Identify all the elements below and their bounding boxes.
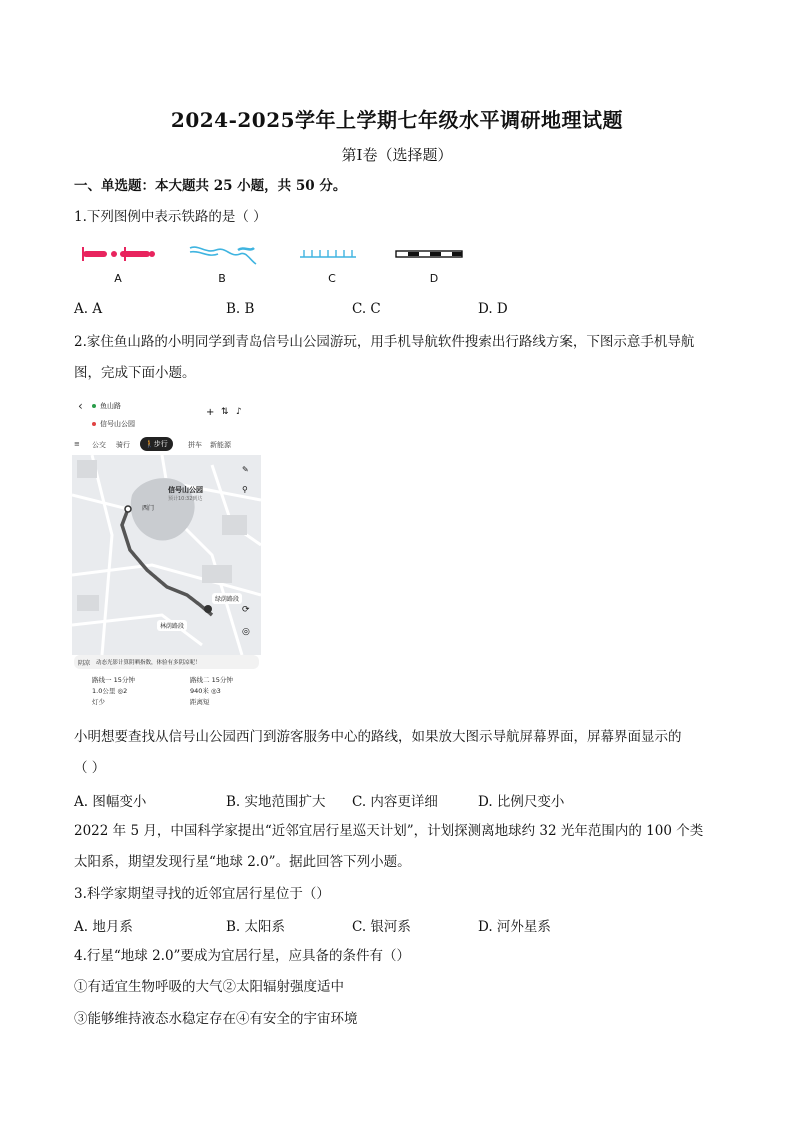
q2-option-b[interactable]: B. 实地范围扩大 (226, 794, 326, 810)
end-marker (204, 605, 212, 613)
q2-stem-line2: 图，完成下面小题。 (74, 365, 196, 381)
q3-option-d[interactable]: D. 河外星系 (478, 919, 551, 935)
q1-option-a[interactable]: A. A (74, 301, 103, 317)
route2-name: 路线二 15分钟 (190, 676, 233, 684)
tab-carpool[interactable]: 拼车 (188, 441, 202, 449)
to-input[interactable]: 信号山公园 (100, 420, 135, 428)
legend-c-symbol (300, 250, 356, 257)
map-label-shade2: 林荫路段 (157, 620, 187, 631)
q1-option-d[interactable]: D. D (478, 301, 508, 317)
q4-item-line2: ③能够维持液态水稳定存在④有安全的宇宙环境 (74, 1011, 358, 1027)
map-view[interactable] (72, 455, 261, 655)
q3-option-c[interactable]: C. 银河系 (352, 919, 411, 935)
route1-note: 灯少 (92, 698, 105, 706)
q1-option-b[interactable]: B. B (226, 301, 255, 317)
navigation-screenshot (72, 395, 261, 713)
route-option-1[interactable] (92, 675, 135, 706)
q1-option-c[interactable]: C. C (352, 301, 381, 317)
shade-tip-tag: 阴凉 (78, 660, 91, 667)
start-marker (125, 506, 131, 512)
route2-detail: 940米 ◎3 (190, 687, 221, 695)
q2-question-line1: 小明想要查找从信号山公园西门到游客服务中心的路线，如果放大图示导航屏幕界面，屏幕界面显示的 (74, 729, 682, 745)
q1-stem: 1.下列图例中表示铁路的是（ ） (74, 209, 267, 225)
route1-detail: 1.0公里 ◎2 (92, 687, 128, 695)
map-label-park: 信号山公园 (168, 486, 203, 494)
map-label-park-eta: 预计10:32到达 (168, 496, 203, 502)
legend-b-symbol (190, 247, 256, 264)
destination-dot-icon (92, 422, 96, 426)
walker-icon[interactable]: ⚲ (242, 485, 248, 494)
shade-tip-bar (74, 655, 259, 669)
context-line1: 2022 年 5 月，中国科学家提出“近邻宜居行星巡天计划”，计划探测离地球约 32 光年范围内的 100 个类 (74, 823, 704, 839)
back-icon[interactable]: ‹ (78, 399, 83, 413)
locate-icon[interactable]: ◎ (242, 627, 250, 637)
page-title: 2024-2025学年上学期七年级水平调研地理试题 (170, 108, 624, 132)
tab-walk[interactable]: 🚶步行 (140, 437, 173, 451)
legend-label-a: A (114, 272, 122, 285)
swap-icon[interactable]: ⇅ (221, 407, 229, 417)
tab-walk-label: 步行 (153, 440, 168, 448)
q2-option-c[interactable]: C. 内容更详细 (352, 794, 438, 810)
q3-stem: 3.科学家期望寻找的近邻宜居行星位于（） (74, 886, 330, 902)
microphone-icon[interactable]: ♪ (236, 407, 242, 417)
transport-tabs (72, 435, 261, 455)
from-input[interactable]: 鱼山路 (100, 402, 121, 410)
q3-option-a[interactable]: A. 地月系 (74, 919, 133, 935)
origin-dot-icon (92, 404, 96, 408)
shade-tip-text: 动态光影计算阴晒指数，体验有多阴凉呢！ (96, 660, 201, 666)
refresh-icon[interactable]: ⟳ (242, 605, 250, 615)
tab-bike[interactable]: 骑行 (116, 441, 130, 449)
route-option-2[interactable] (190, 675, 233, 706)
q2-option-a[interactable]: A. 图幅变小 (74, 794, 147, 810)
q2-question-line2: （ ） (74, 760, 106, 776)
q1-legend-figure (78, 240, 478, 270)
route2-note: 距离短 (190, 698, 210, 706)
q4-item-line1: ①有适宜生物呼吸的大气②太阳辐射强度适中 (74, 979, 344, 995)
tab-new-energy[interactable]: 新能源 (210, 441, 231, 449)
legend-a-symbol (83, 247, 155, 261)
q2-option-d[interactable]: D. 比例尺变小 (478, 794, 565, 810)
add-stop-icon[interactable]: + (206, 407, 215, 418)
context-line2: 太阳系，期望发现行星“地球 2.0”。据此回答下列小题。 (74, 854, 411, 870)
section-heading: 一、单选题：本大题共 25 小题，共 50 分。 (74, 178, 347, 194)
legend-d-symbol (396, 251, 462, 257)
legend-label-d: D (429, 272, 439, 285)
legend-label-b: B (218, 272, 226, 285)
legend-label-c: C (328, 272, 336, 285)
volume-subtitle: 第Ⅰ卷（选择题） (341, 146, 453, 164)
q4-stem: 4.行星“地球 2.0”要成为宜居行星，应具备的条件有（） (74, 948, 410, 964)
q2-stem-line1: 2.家住鱼山路的小明同学到青岛信号山公园游玩，用手机导航软件搜索出行路线方案，下图示意手机导航 (74, 334, 695, 350)
edit-icon[interactable]: ✎ (242, 465, 249, 474)
tab-more-icon[interactable]: ≡ (74, 440, 80, 448)
q3-option-b[interactable]: B. 太阳系 (226, 919, 286, 935)
map-label-west-gate: 西门 (142, 505, 155, 512)
route1-name: 路线一 15分钟 (92, 676, 135, 684)
tab-bus[interactable]: 公交 (92, 441, 106, 449)
map-label-shade1: 绿荫路段 (212, 593, 242, 604)
route-panel (72, 655, 261, 713)
